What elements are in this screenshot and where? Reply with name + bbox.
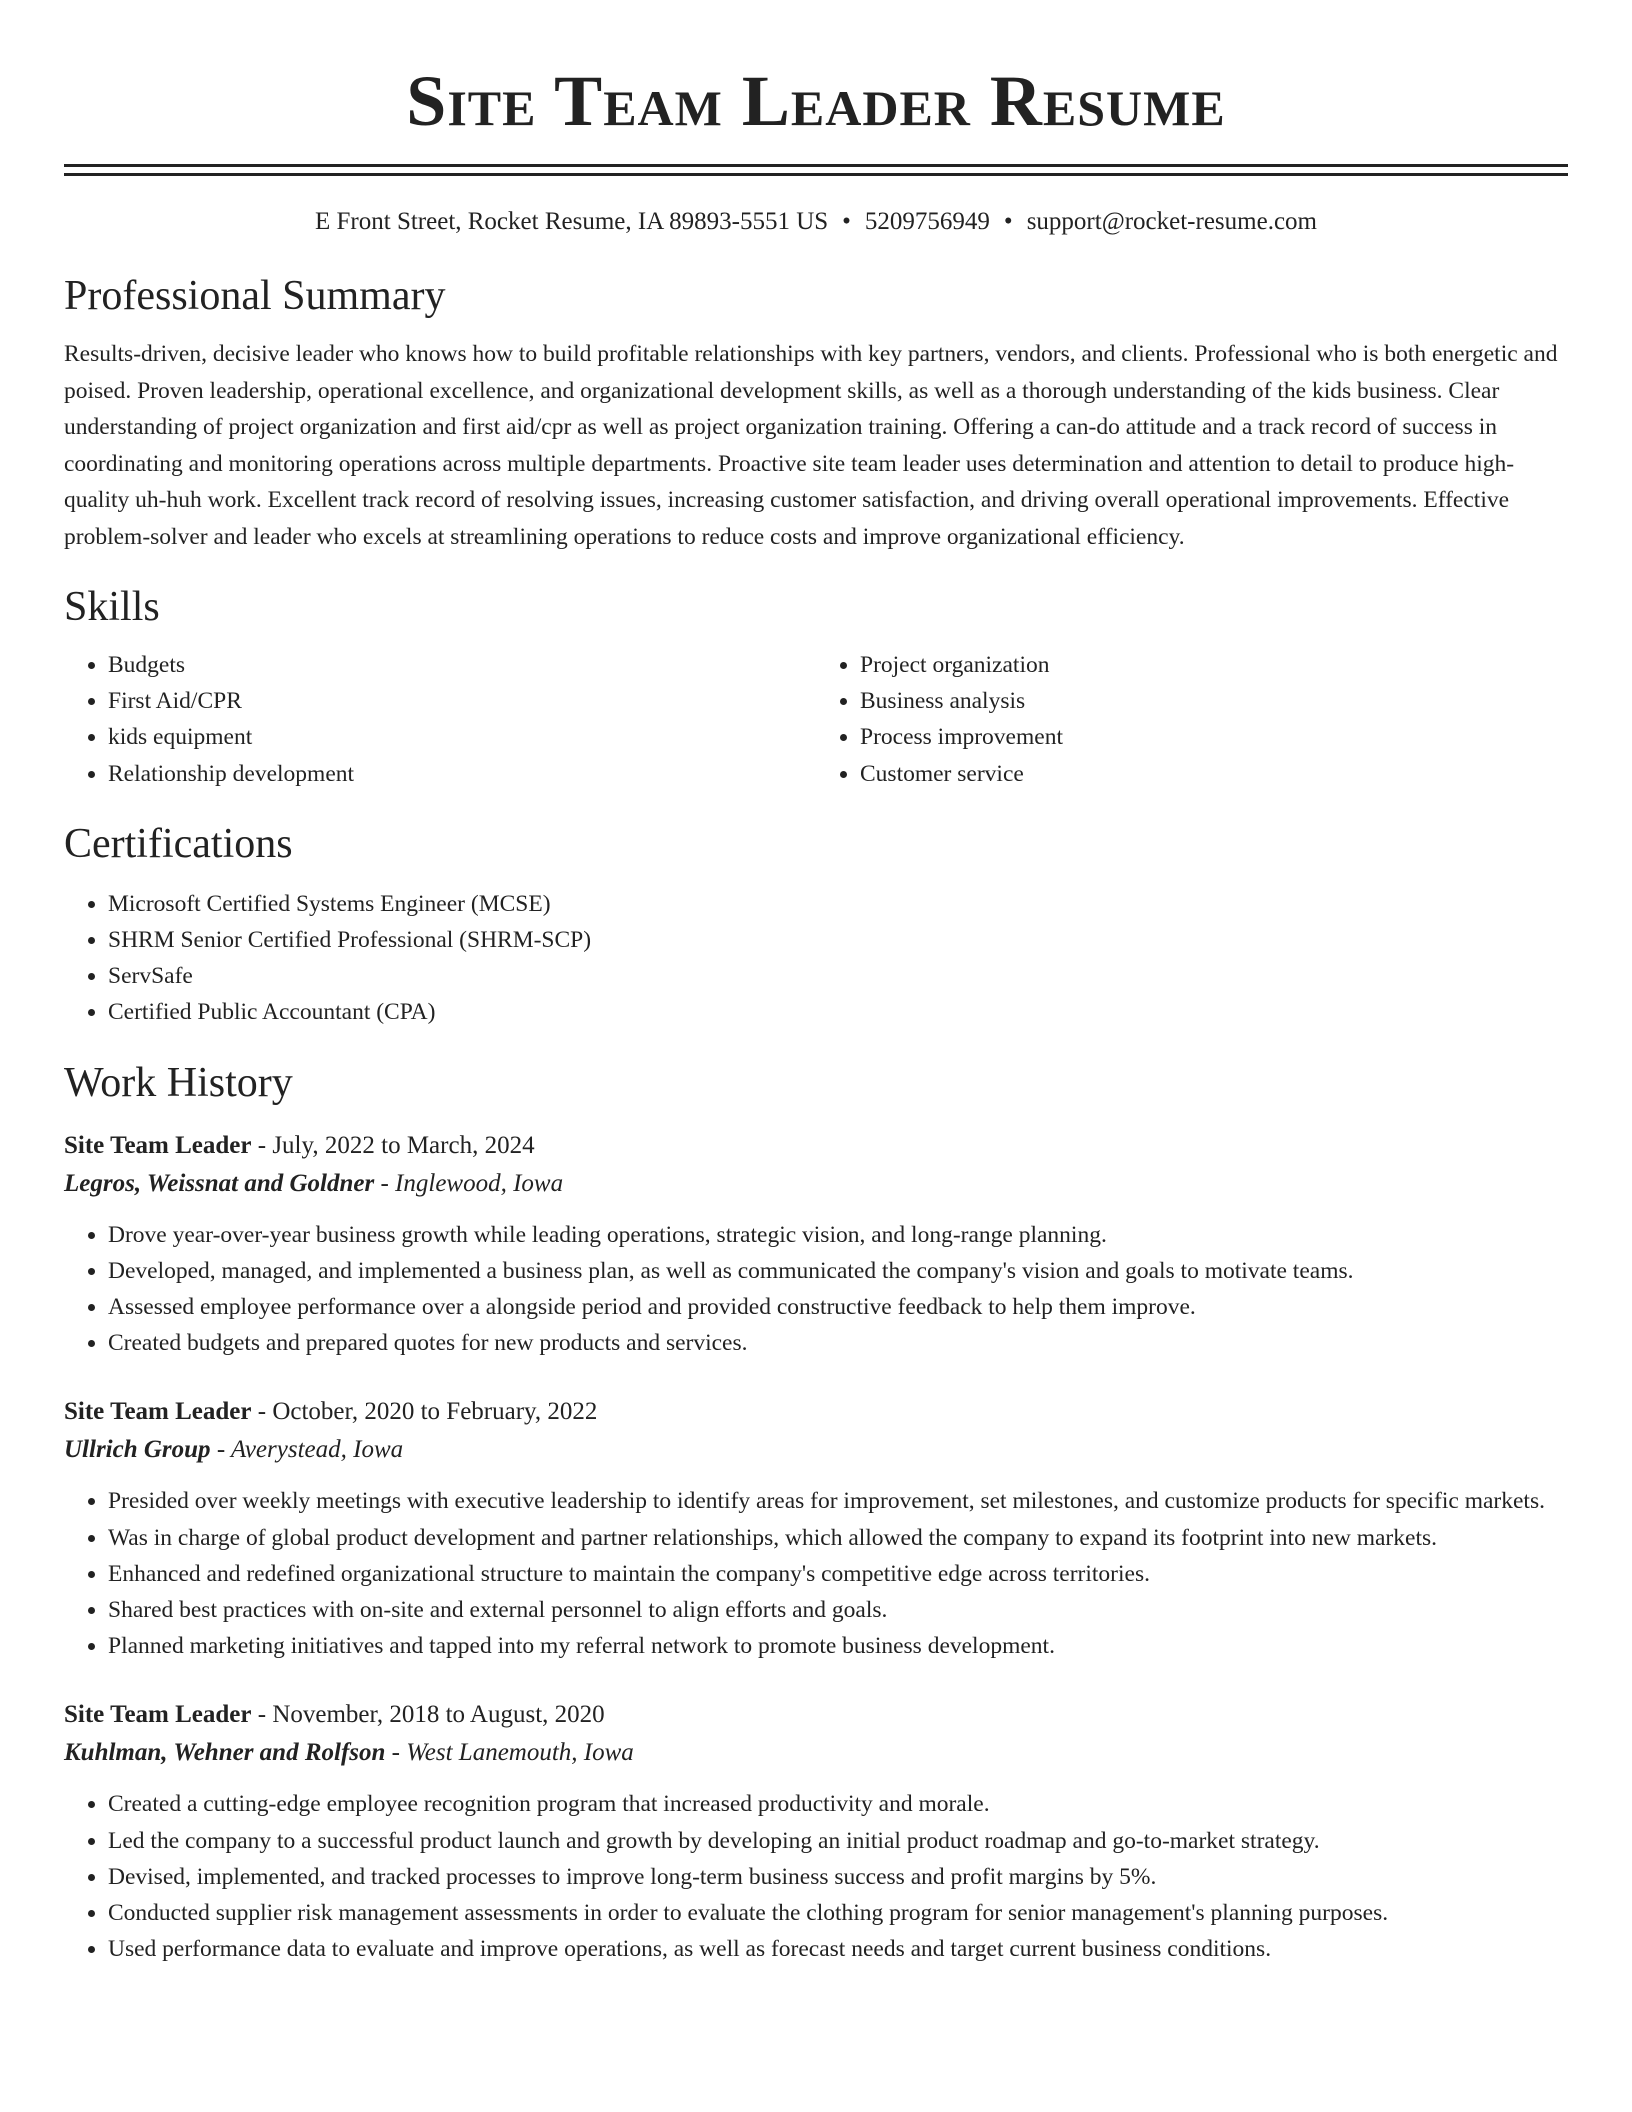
summary-text: Results-driven, decisive leader who knows how to build profitable relationships with key partners, vendors, and clients. Professional who is both energetic and poised. Proven leadership, operational excellence, and organizational development skills, as well as a thorough understanding of the kids business. Clear understanding of project organization and first aid/cpr as well as project organization training. Offering a can-do attitude and a track record of success in coordinating and monitoring operations across multiple departments. Proactive site team leader uses determination and attention to detail to produce high-quality uh-huh work. Excellent track record of resolving issues, increasing customer satisfaction, and driving overall operational improvements. Effective problem-solver and leader who excels at streamlining operations to reduce costs and improve organizational efficiency. [64,341,1558,550]
resume-page [64,0,1568,1967]
job-company: Kuhlman, Wehner and Rolfson [64,1739,386,1767]
contact-separator: • [1003,208,1013,235]
job-duty: • Shared best practices with on-site and external personnel to align efforts and goals. [108,1592,1568,1628]
skill-item: • Relationship development [108,756,816,792]
certifications-list [64,886,1568,1031]
job-duty: • Assessed employee performance over a alongside period and provided constructive feedback to help them improve. [108,1289,1568,1325]
title-divider [64,164,1568,176]
skill-item: • Customer service [860,756,1568,792]
skill-item: • Budgets [108,647,816,683]
job-duty: • Led the company to a successful product launch and growth by developing an initial product roadmap and go-to-market strategy. [108,1823,1568,1859]
job-title: Site Team Leader [64,1701,252,1729]
job-duty: • Developed, managed, and implemented a business plan, as well as communicated the company's vision and goals to motivate teams. [108,1253,1568,1289]
job-duty: • Devised, implemented, and tracked processes to improve long-term business success and profit margins by 5%. [108,1859,1568,1895]
job-company: Legros, Weissnat and Goldner [64,1169,375,1197]
certification-item: • SHRM Senior Certified Professional (SHRM-SCP) [108,922,1568,958]
skill-item: • Business analysis [860,683,1568,719]
job-location: - Averystead, Iowa [210,1436,404,1464]
contact-email: support@rocket-resume.com [1026,208,1317,235]
skill-item: • kids equipment [108,719,816,755]
job-duty: • Conducted supplier risk management assessments in order to evaluate the clothing program for senior management's planning purposes. [108,1895,1568,1931]
certification-item: • ServSafe [108,958,1568,994]
job-header [64,1696,1568,1734]
job-header [64,1127,1568,1165]
work-history-heading: Work History [64,1059,293,1106]
job-company-line [64,1431,1568,1469]
skill-item: • Project organization [860,647,1568,683]
job-header [64,1393,1568,1431]
job-duty: • Was in charge of global product development and partner relationships, which allowed the company to expand its footprint into new markets. [108,1520,1568,1556]
job-dates: - November, 2018 to August, 2020 [251,1701,605,1729]
contact-phone: 5209756949 [864,208,990,235]
job-entry [64,1696,1568,1967]
job-duties-list [64,1483,1568,1664]
job-entry [64,1393,1568,1664]
skill-item: • Process improvement [860,719,1568,755]
skills-left-column [64,647,816,792]
job-company: Ullrich Group [64,1436,211,1464]
skills-right-column [816,647,1568,792]
job-company-line [64,1734,1568,1772]
certification-item: • Certified Public Accountant (CPA) [108,994,1568,1030]
job-duty: • Presided over weekly meetings with executive leadership to identify areas for improvement, set milestones, and customize products for specific markets. [108,1483,1568,1519]
job-entry [64,1127,1568,1362]
job-duties-list [64,1786,1568,1967]
job-title: Site Team Leader [64,1398,252,1426]
job-location: - Inglewood, Iowa [374,1169,564,1197]
job-duty: • Created budgets and prepared quotes for new products and services. [108,1325,1568,1361]
job-location: - West Lanemouth, Iowa [385,1739,634,1767]
certification-item: • Microsoft Certified Systems Engineer (MCSE) [108,886,1568,922]
contact-separator: • [842,208,851,235]
job-dates: - October, 2020 to February, 2022 [251,1398,598,1426]
summary-heading: Professional Summary [64,273,446,319]
certifications-heading: Certifications [64,820,293,867]
job-company-line [64,1165,1568,1203]
contact-address: E Front Street, Rocket Resume, IA 89893-5551 US [315,208,829,235]
job-duty: • Used performance data to evaluate and improve operations, as well as forecast needs and target current business conditions. [108,1931,1568,1967]
job-duties-list [64,1217,1568,1362]
job-duty: • Drove year-over-year business growth while leading operations, strategic vision, and long-range planning. [108,1217,1568,1253]
skills-grid [64,647,1568,792]
contact-line [64,206,1568,238]
job-title: Site Team Leader [64,1131,252,1159]
job-duty: • Planned marketing initiatives and tapped into my referral network to promote business development. [108,1628,1568,1664]
job-duty: • Enhanced and redefined organizational structure to maintain the company's competitive edge across territories. [108,1556,1568,1592]
skills-heading: Skills [64,584,160,630]
skill-item: • First Aid/CPR [108,683,816,719]
job-duty: • Created a cutting-edge employee recognition program that increased productivity and morale. [108,1786,1568,1822]
job-dates: - July, 2022 to March, 2024 [251,1131,535,1159]
resume-title: Site Team Leader Resume [406,61,1226,141]
